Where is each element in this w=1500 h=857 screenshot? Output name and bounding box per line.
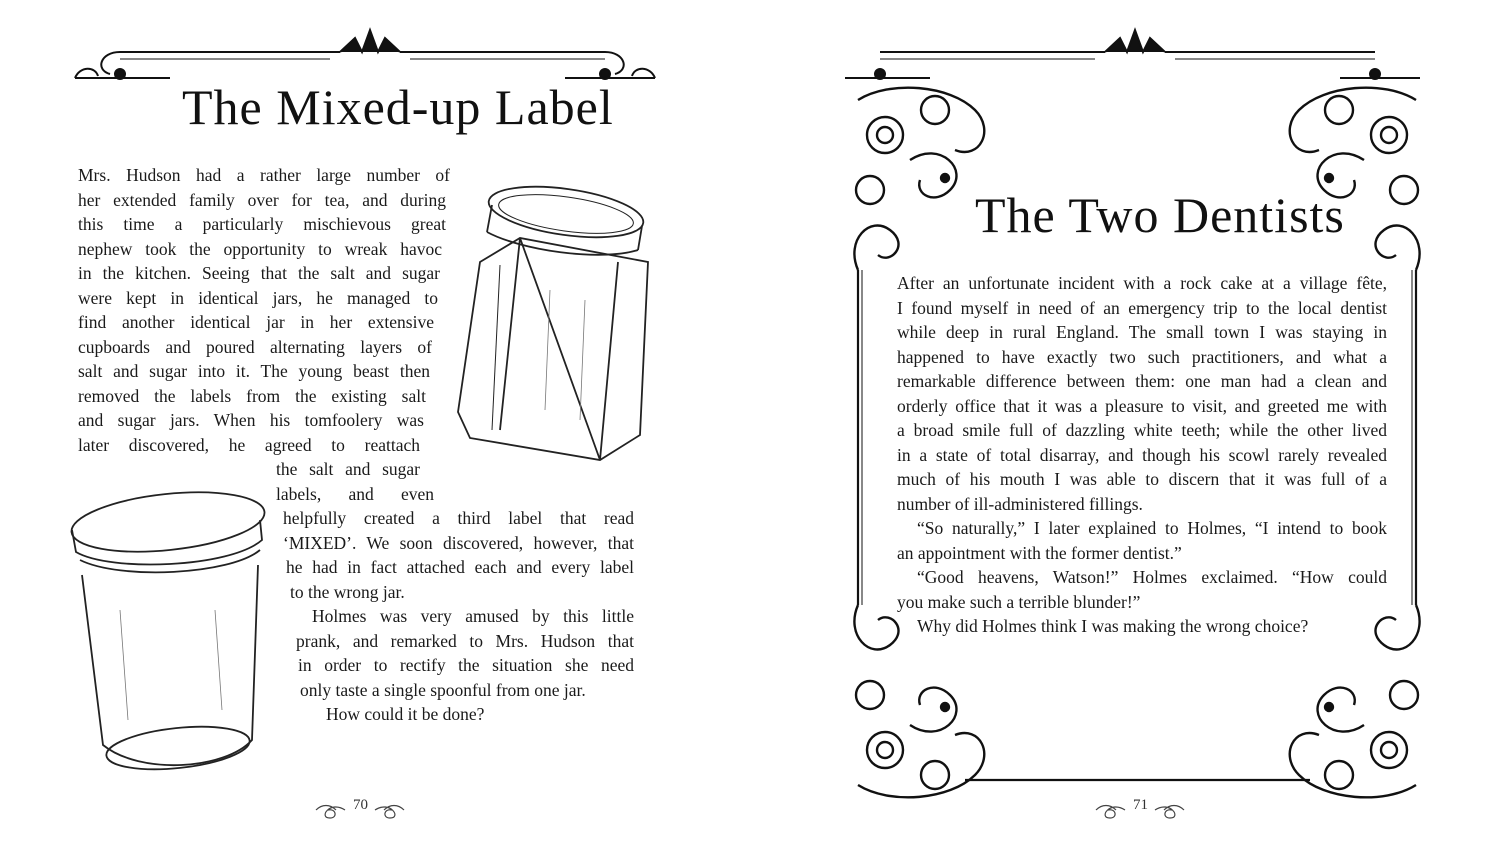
- text-line: you make such a terrible blunder!”: [897, 591, 1141, 612]
- text-line: “So naturally,” I later explained to Holmes, “I intend to book: [917, 518, 1387, 538]
- text-line: salt and sugar into it. The young beast then: [78, 361, 430, 381]
- text-line: much of his mouth I was able to discern that it was full of a: [897, 469, 1387, 489]
- page-number: 71: [1133, 797, 1148, 813]
- text-line: helpfully created a third label that read: [283, 508, 634, 528]
- text-line: an appointment with the former dentist.”: [897, 542, 1182, 563]
- ornamental-header-icon: [845, 30, 1420, 79]
- text-line: “Good heavens, Watson!” Holmes exclaimed. “How could: [917, 567, 1387, 587]
- ornamental-header-icon: [75, 30, 655, 79]
- page-number: 70: [353, 797, 368, 813]
- text-line: nephew took the opportunity to wreak havoc: [78, 238, 442, 259]
- right-page: [750, 0, 1500, 857]
- text-line: were kept in identical jars, he managed to: [78, 287, 438, 308]
- text-line: and sugar jars. When his tomfoolery was: [78, 410, 424, 430]
- text-line: prank, and remarked to Mrs. Hudson that: [296, 630, 634, 651]
- glass-jar-icon: [458, 178, 648, 460]
- glass-jar-icon: [69, 484, 268, 775]
- text-line: removed the labels from the existing salt: [78, 385, 426, 406]
- text-line: ‘MIXED’. We soon discovered, however, that: [283, 532, 634, 553]
- text-line: while deep in rural England. The small town I was staying in: [897, 322, 1387, 342]
- text-line: cupboards and poured alternating layers of: [78, 336, 432, 357]
- text-line: in the kitchen. Seeing that the salt and sugar: [78, 263, 440, 283]
- text-line: to the wrong jar.: [290, 581, 405, 602]
- text-line: in a state of total disarray, and though his scowl rarely revealed: [897, 444, 1387, 465]
- corner-flourish-icon: [854, 88, 984, 270]
- text-line: find another identical jar in her extensive: [78, 312, 434, 332]
- page-title: The Mixed-up Label: [182, 79, 614, 135]
- text-line: happened to have exactly two such practitioners, and what a: [897, 346, 1387, 367]
- text-line: her extended family over for tea, and during: [78, 189, 446, 210]
- text-line: number of ill-administered fillings.: [897, 493, 1143, 514]
- question-line: Why did Holmes think I was making the wrong choice?: [917, 616, 1309, 636]
- text-line: labels, and even: [276, 483, 434, 504]
- text-line: After an unfortunate incident with a rock cake at a village fête,: [897, 273, 1387, 293]
- text-line: in order to rectify the situation she need: [298, 655, 634, 675]
- text-line: this time a particularly mischievous great: [78, 214, 446, 234]
- text-line: he had in fact attached each and every label: [286, 557, 634, 577]
- text-line: Holmes was very amused by this little: [312, 606, 634, 626]
- text-line: a broad smile full of dazzling white teeth; while the other lived: [897, 420, 1387, 440]
- text-line: remarkable difference between them: one man had a clean and: [897, 371, 1387, 391]
- text-line: Mrs. Hudson had a rather large number of: [78, 165, 450, 185]
- text-line: later discovered, he agreed to reattach: [78, 434, 420, 455]
- text-line: I found myself in need of an emergency trip to the local dentist: [897, 297, 1387, 318]
- question-line: How could it be done?: [326, 704, 485, 724]
- text-line: orderly office that it was a pleasure to visit, and greeted me with: [897, 395, 1387, 416]
- text-line: only taste a single spoonful from one jar.: [300, 679, 586, 700]
- page-title: The Two Dentists: [975, 187, 1345, 243]
- text-line: the salt and sugar: [276, 459, 420, 479]
